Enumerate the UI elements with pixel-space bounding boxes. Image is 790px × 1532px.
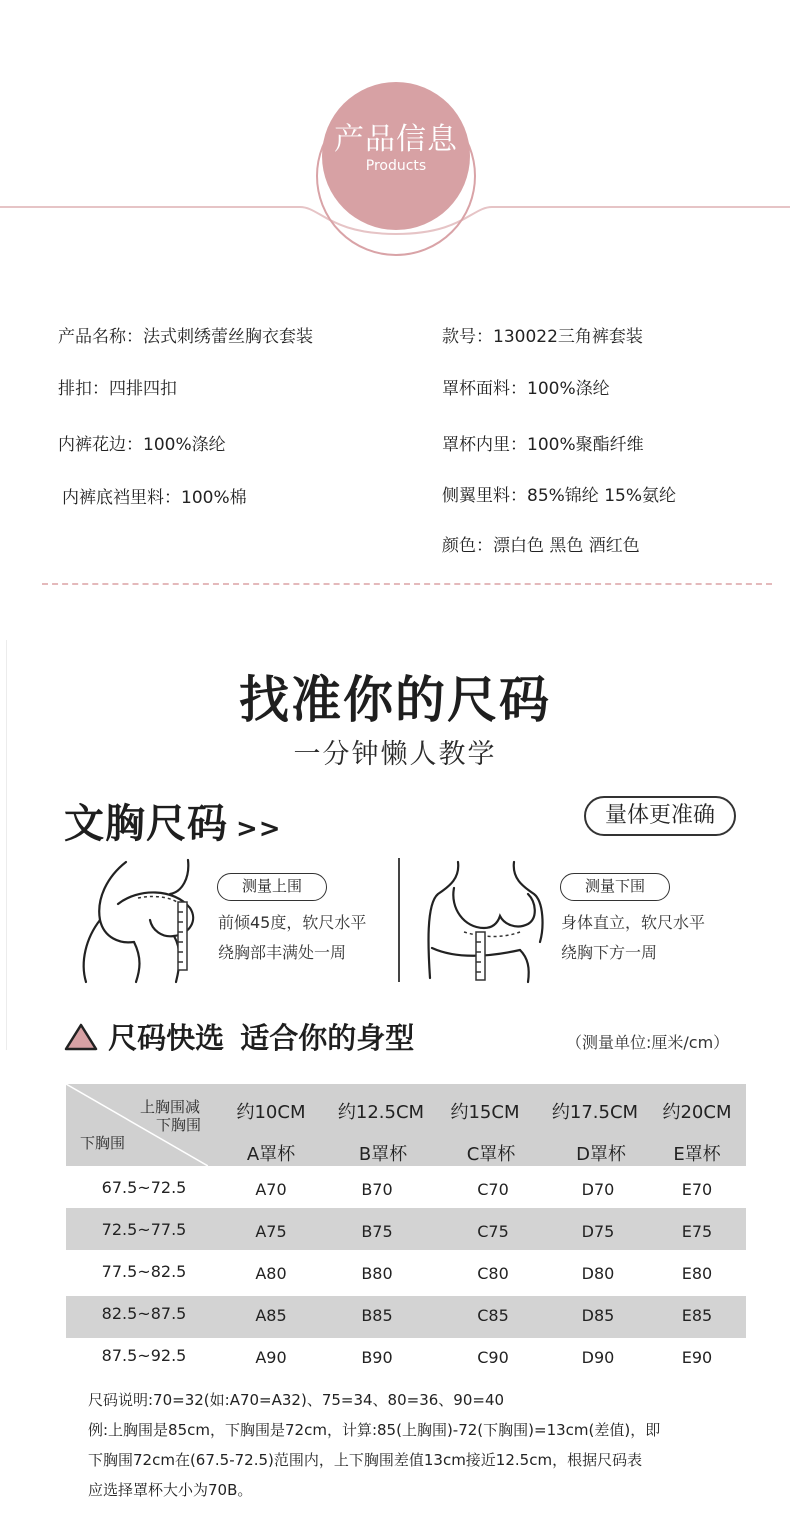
size-cell: A90 <box>255 1348 287 1367</box>
info-colors: 颜色：漂白色 黑色 酒红色 <box>442 536 640 556</box>
size-cell: C85 <box>477 1306 509 1325</box>
warning-triangle-icon <box>64 1023 98 1051</box>
size-cell: E90 <box>681 1348 713 1367</box>
size-cell: A80 <box>255 1264 287 1283</box>
size-note-4: 应选择罩杯大小为70B。 <box>88 1481 253 1499</box>
size-cell: B75 <box>361 1222 393 1241</box>
size-cell: E80 <box>681 1264 713 1283</box>
info-brief-lining: 内裤底裆里料：100%棉 <box>62 488 247 508</box>
col-cup-b: B罩杯 <box>358 1144 408 1165</box>
info-name: 产品名称：法式刺绣蕾丝胸衣套装 <box>58 327 313 347</box>
measure-lower-line2: 绕胸下方一周 <box>561 943 658 962</box>
header-title: 产品信息 <box>334 122 458 157</box>
measure-upper-illustration <box>78 858 208 984</box>
size-cell: E70 <box>681 1180 713 1199</box>
size-cell: A70 <box>255 1180 287 1199</box>
measure-upper-line2: 绕胸部丰满处一周 <box>218 943 347 962</box>
size-cell: B90 <box>361 1348 393 1367</box>
corner-label-band: 下胸围 <box>80 1134 126 1152</box>
measure-lower-illustration <box>424 858 554 984</box>
bra-size-heading: 文胸尺码 >> <box>64 801 282 847</box>
size-cell: D90 <box>581 1348 615 1367</box>
band-cell: 72.5~77.5 <box>101 1220 187 1239</box>
size-cell: B80 <box>361 1264 393 1283</box>
col-diff-a: 约10CM <box>236 1102 306 1123</box>
col-diff-d: 约17.5CM <box>551 1102 639 1123</box>
info-cup-fabric: 罩杯面料：100%涤纶 <box>442 379 610 399</box>
col-cup-c: C罩杯 <box>466 1144 516 1165</box>
size-cell: C75 <box>477 1222 509 1241</box>
info-wing-lining: 侧翼里料：85%锦纶 15%氨纶 <box>442 486 676 506</box>
accurate-badge: 量体更准确 <box>584 796 736 836</box>
measure-upper-line1: 前倾45度，软尺水平 <box>218 913 367 932</box>
info-cup-lining: 罩杯内里：100%聚酯纤维 <box>442 435 644 455</box>
size-cell: E75 <box>681 1222 713 1241</box>
info-clasp: 排扣：四排四扣 <box>58 379 177 399</box>
band-cell: 87.5~92.5 <box>101 1346 187 1365</box>
band-cell: 77.5~82.5 <box>101 1262 187 1281</box>
info-style-no: 款号：130022三角裤套装 <box>442 327 643 347</box>
dashed-divider <box>42 583 772 585</box>
col-diff-e: 约20CM <box>662 1102 732 1123</box>
info-brief-lace: 内裤花边：100%涤纶 <box>58 435 226 455</box>
guide-subtitle: 一分钟懒人教学 <box>293 739 497 770</box>
corner-label-diff-2: 下胸围 <box>156 1116 202 1134</box>
size-cell: D80 <box>581 1264 615 1283</box>
size-cell: D85 <box>581 1306 615 1325</box>
size-note-3: 下胸围72cm在(67.5-72.5)范围内，上下胸围差值13cm接近12.5cm，根据尺码表 <box>88 1451 643 1469</box>
measure-lower-line1: 身体直立，软尺水平 <box>561 913 706 932</box>
col-cup-e: E罩杯 <box>673 1144 721 1165</box>
size-cell: B70 <box>361 1180 393 1199</box>
header-subtitle: Products <box>365 158 427 174</box>
measure-upper-badge: 测量上围 <box>217 873 327 901</box>
col-diff-c: 约15CM <box>450 1102 520 1123</box>
double-arrow-icon: >> <box>236 814 282 844</box>
size-cell: A85 <box>255 1306 287 1325</box>
band-cell: 67.5~72.5 <box>101 1178 187 1197</box>
corner-label-diff: 上胸围减 <box>140 1098 201 1116</box>
size-cell: C90 <box>477 1348 509 1367</box>
size-cell: D70 <box>581 1180 615 1199</box>
col-cup-a: A罩杯 <box>246 1144 296 1165</box>
quick-select-heading: 尺码快选 适合你的身型 <box>64 1016 414 1057</box>
size-cell: C80 <box>477 1264 509 1283</box>
size-note-2: 例:上胸围是85cm，下胸围是72cm，计算:85(上胸围)-72(下胸围)=13cm(差值)，即 <box>88 1421 661 1439</box>
col-diff-b: 约12.5CM <box>337 1102 425 1123</box>
measure-divider <box>398 858 400 982</box>
size-note-1: 尺码说明:70=32(如:A70=A32)、75=34、80=36、90=40 <box>88 1391 505 1409</box>
band-cell: 82.5~87.5 <box>101 1304 187 1323</box>
size-cell: E85 <box>681 1306 713 1325</box>
size-cell: A75 <box>255 1222 287 1241</box>
size-cell: B85 <box>361 1306 393 1325</box>
col-cup-d: D罩杯 <box>576 1144 626 1165</box>
size-cell: C70 <box>477 1180 509 1199</box>
size-cell: D75 <box>581 1222 615 1241</box>
measure-lower-badge: 测量下围 <box>560 873 670 901</box>
guide-title: 找准你的尺码 <box>239 671 551 729</box>
unit-note: （测量单位:厘米/cm） <box>566 1033 730 1052</box>
